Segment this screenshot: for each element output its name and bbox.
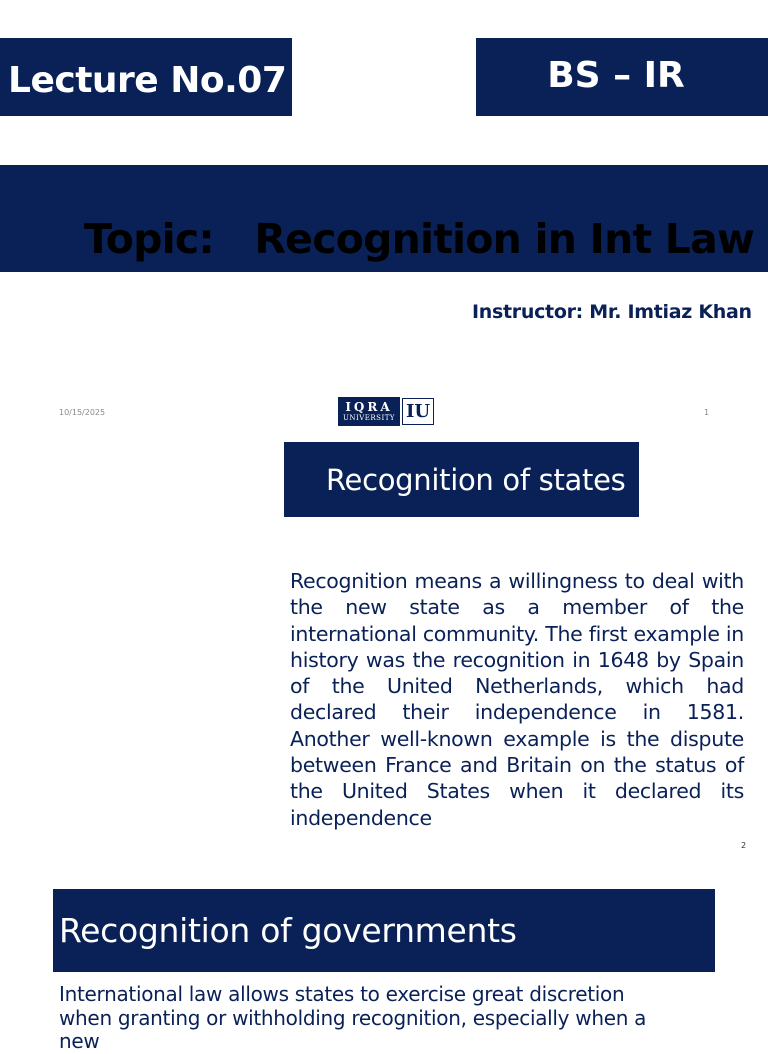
recognition-of-states-banner xyxy=(284,442,639,517)
slide-heading: Recognition of governments xyxy=(59,911,517,950)
slide-body-paragraph: International law allows states to exercise great discretion when granting or withholding recognition, especially when a new xyxy=(59,982,647,1053)
lecture-number-label: Lecture No.07 xyxy=(8,59,287,101)
lecture-number-banner xyxy=(0,38,292,116)
slide-body-paragraph: Recognition means a willingness to deal with the new state as a member of the international community. The first example in history was the recognition in 1648 by Spain of the United Netherlands, which had declared their independence in 1581. Another well-known example is the dispute between France and Britain on the status of the United States when it declared its independence xyxy=(290,569,744,830)
slide-footer-date: 10/15/2025 xyxy=(59,408,106,417)
instructor-name: Instructor: Mr. Imtiaz Khan xyxy=(472,301,752,323)
slide-footer-page-number: 2 xyxy=(741,841,747,850)
slide-footer-page-number: 1 xyxy=(704,408,710,417)
program-label: BS – IR xyxy=(547,54,685,96)
slide-heading: Recognition of states xyxy=(326,462,626,497)
logo-wordmark xyxy=(338,397,400,426)
logo-mark: IU xyxy=(402,398,434,425)
topic-title: Topic: Recognition in Int Law xyxy=(84,215,755,263)
program-banner xyxy=(476,38,768,116)
logo-line-2: UNIVERSITY xyxy=(342,414,396,422)
logo-line-1: IQRA xyxy=(345,400,393,414)
recognition-of-governments-banner xyxy=(53,889,715,972)
iqra-university-logo xyxy=(338,397,434,426)
